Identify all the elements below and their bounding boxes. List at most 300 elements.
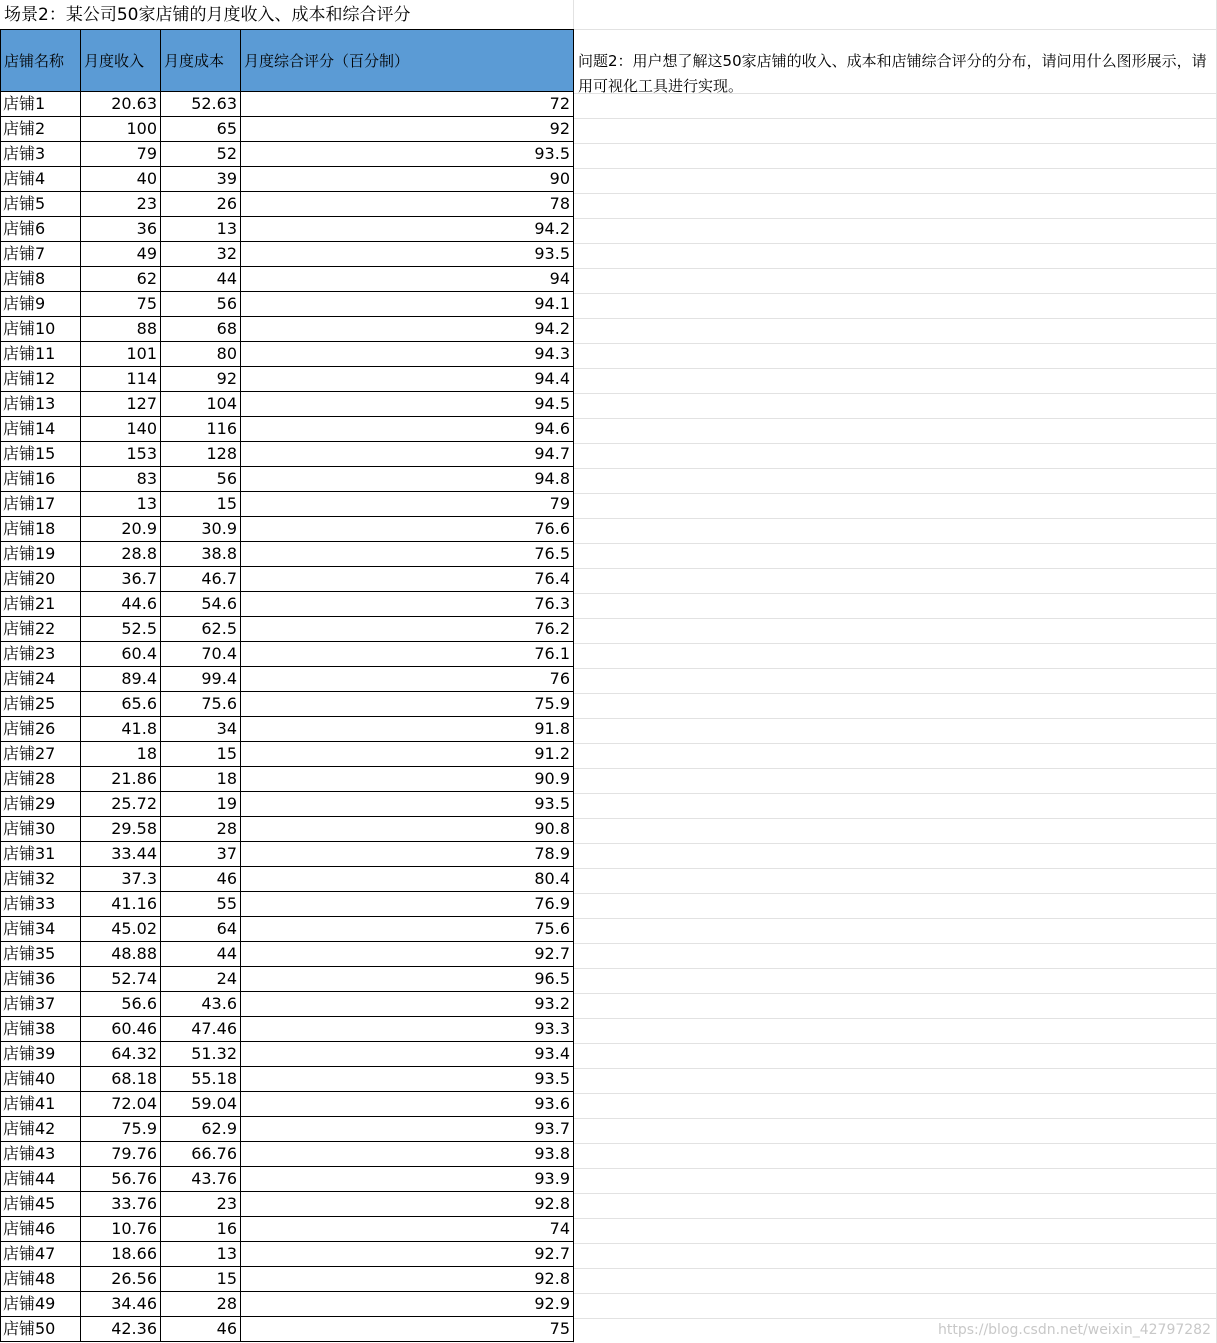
cell-store-name[interactable]: 店铺29	[1, 792, 81, 817]
gridline	[573, 443, 1217, 444]
table-row	[1, 617, 574, 642]
cell-monthly-cost[interactable]: 38.8	[161, 542, 241, 567]
cell-monthly-revenue[interactable]: 101	[81, 342, 161, 367]
cell-store-name[interactable]: 店铺41	[1, 1092, 81, 1117]
cell-monthly-cost[interactable]: 15	[161, 742, 241, 767]
header-monthly-score[interactable]: 月度综合评分（百分制）	[241, 30, 574, 92]
cell-monthly-cost[interactable]: 52.63	[161, 92, 241, 117]
table-row	[1, 117, 574, 142]
table-row	[1, 992, 574, 1017]
cell-monthly-score[interactable]: 93.4	[241, 1042, 574, 1067]
cell-monthly-revenue[interactable]: 56.6	[81, 992, 161, 1017]
cell-monthly-score[interactable]: 78.9	[241, 842, 574, 867]
cell-monthly-score[interactable]: 93.2	[241, 992, 574, 1017]
cell-monthly-cost[interactable]: 128	[161, 442, 241, 467]
cell-monthly-revenue[interactable]: 41.16	[81, 892, 161, 917]
cell-monthly-cost[interactable]: 15	[161, 492, 241, 517]
cell-monthly-revenue[interactable]: 37.3	[81, 867, 161, 892]
gridline	[573, 743, 1217, 744]
cell-store-name[interactable]: 店铺44	[1, 1167, 81, 1192]
cell-monthly-revenue[interactable]: 20.9	[81, 517, 161, 542]
cell-store-name[interactable]: 店铺27	[1, 742, 81, 767]
cell-monthly-score[interactable]: 93.8	[241, 1142, 574, 1167]
cell-monthly-revenue[interactable]: 23	[81, 192, 161, 217]
gridline	[573, 768, 1217, 769]
cell-monthly-revenue[interactable]: 75	[81, 292, 161, 317]
cell-store-name[interactable]: 店铺48	[1, 1267, 81, 1292]
gridline	[573, 468, 1217, 469]
cell-store-name[interactable]: 店铺12	[1, 367, 81, 392]
cell-monthly-cost[interactable]: 43.6	[161, 992, 241, 1017]
cell-store-name[interactable]: 店铺35	[1, 942, 81, 967]
watermark: https://blog.csdn.net/weixin_42797282	[937, 1322, 1211, 1338]
cell-monthly-revenue[interactable]: 20.63	[81, 92, 161, 117]
store-data-table	[0, 29, 574, 1342]
cell-store-name[interactable]: 店铺24	[1, 667, 81, 692]
cell-monthly-score[interactable]: 90.8	[241, 817, 574, 842]
cell-monthly-revenue[interactable]: 83	[81, 467, 161, 492]
gridline	[573, 943, 1217, 944]
cell-store-name[interactable]: 店铺18	[1, 517, 81, 542]
gridline	[573, 343, 1217, 344]
cell-store-name[interactable]: 店铺26	[1, 717, 81, 742]
cell-monthly-revenue[interactable]: 26.56	[81, 1267, 161, 1292]
cell-monthly-revenue[interactable]: 140	[81, 417, 161, 442]
gridline	[573, 1193, 1217, 1194]
cell-monthly-cost[interactable]: 28	[161, 1292, 241, 1317]
cell-monthly-cost[interactable]: 51.32	[161, 1042, 241, 1067]
gridline	[573, 1018, 1217, 1019]
cell-store-name[interactable]: 店铺14	[1, 417, 81, 442]
cell-store-name[interactable]: 店铺15	[1, 442, 81, 467]
cell-monthly-revenue[interactable]: 52.74	[81, 967, 161, 992]
cell-store-name[interactable]: 店铺39	[1, 1042, 81, 1067]
table-row	[1, 492, 574, 517]
cell-monthly-revenue[interactable]: 41.8	[81, 717, 161, 742]
cell-monthly-score[interactable]: 76.5	[241, 542, 574, 567]
cell-store-name[interactable]: 店铺11	[1, 342, 81, 367]
gridline	[573, 1218, 1217, 1219]
cell-monthly-cost[interactable]: 68	[161, 317, 241, 342]
cell-monthly-revenue[interactable]: 60.4	[81, 642, 161, 667]
table-row	[1, 1217, 574, 1242]
cell-monthly-revenue[interactable]: 79.76	[81, 1142, 161, 1167]
header-monthly-cost[interactable]: 月度成本	[161, 30, 241, 92]
cell-monthly-revenue[interactable]: 10.76	[81, 1217, 161, 1242]
cell-monthly-cost[interactable]: 92	[161, 367, 241, 392]
cell-monthly-cost[interactable]: 30.9	[161, 517, 241, 542]
gridline	[573, 243, 1217, 244]
cell-monthly-cost[interactable]: 46	[161, 1317, 241, 1342]
table-row	[1, 167, 574, 192]
cell-store-name[interactable]: 店铺20	[1, 567, 81, 592]
table-row	[1, 1242, 574, 1267]
cell-monthly-cost[interactable]: 13	[161, 217, 241, 242]
cell-monthly-score[interactable]: 93.7	[241, 1117, 574, 1142]
cell-monthly-cost[interactable]: 43.76	[161, 1167, 241, 1192]
cell-monthly-score[interactable]: 94	[241, 267, 574, 292]
table-row	[1, 942, 574, 967]
cell-store-name[interactable]: 店铺3	[1, 142, 81, 167]
cell-monthly-revenue[interactable]: 49	[81, 242, 161, 267]
table-row	[1, 917, 574, 942]
cell-monthly-cost[interactable]: 26	[161, 192, 241, 217]
gridline	[573, 218, 1217, 219]
cell-monthly-score[interactable]: 92.7	[241, 942, 574, 967]
cell-store-name[interactable]: 店铺50	[1, 1317, 81, 1342]
cell-monthly-cost[interactable]: 70.4	[161, 642, 241, 667]
cell-monthly-revenue[interactable]: 48.88	[81, 942, 161, 967]
cell-monthly-cost[interactable]: 66.76	[161, 1142, 241, 1167]
cell-monthly-cost[interactable]: 24	[161, 967, 241, 992]
cell-monthly-score[interactable]: 90.9	[241, 767, 574, 792]
table-row	[1, 1292, 574, 1317]
cell-monthly-revenue[interactable]: 68.18	[81, 1067, 161, 1092]
cell-monthly-revenue[interactable]: 28.8	[81, 542, 161, 567]
gridline	[573, 793, 1217, 794]
table-row	[1, 567, 574, 592]
table-row	[1, 1067, 574, 1092]
cell-monthly-cost[interactable]: 104	[161, 392, 241, 417]
table-row	[1, 142, 574, 167]
header-monthly-revenue[interactable]: 月度收入	[81, 30, 161, 92]
cell-store-name[interactable]: 店铺31	[1, 842, 81, 867]
cell-monthly-score[interactable]: 93.6	[241, 1092, 574, 1117]
cell-store-name[interactable]: 店铺36	[1, 967, 81, 992]
cell-store-name[interactable]: 店铺8	[1, 267, 81, 292]
cell-monthly-cost[interactable]: 37	[161, 842, 241, 867]
gridline	[573, 818, 1217, 819]
cell-monthly-score[interactable]: 93.3	[241, 1017, 574, 1042]
cell-monthly-cost[interactable]: 19	[161, 792, 241, 817]
cell-monthly-score[interactable]: 76.2	[241, 617, 574, 642]
cell-monthly-score[interactable]: 80.4	[241, 867, 574, 892]
table-row	[1, 842, 574, 867]
cell-store-name[interactable]: 店铺28	[1, 767, 81, 792]
cell-monthly-cost[interactable]: 52	[161, 142, 241, 167]
cell-monthly-revenue[interactable]: 45.02	[81, 917, 161, 942]
table-row	[1, 967, 574, 992]
cell-monthly-score[interactable]: 94.4	[241, 367, 574, 392]
table-row	[1, 1142, 574, 1167]
cell-monthly-revenue[interactable]: 44.6	[81, 592, 161, 617]
cell-monthly-cost[interactable]: 62.9	[161, 1117, 241, 1142]
gridline	[573, 618, 1217, 619]
cell-monthly-revenue[interactable]: 100	[81, 117, 161, 142]
table-row	[1, 317, 574, 342]
table-row	[1, 767, 574, 792]
cell-monthly-score[interactable]: 76	[241, 667, 574, 692]
gridline	[573, 318, 1217, 319]
cell-monthly-revenue[interactable]: 25.72	[81, 792, 161, 817]
table-row	[1, 417, 574, 442]
table-row	[1, 692, 574, 717]
cell-monthly-cost[interactable]: 64	[161, 917, 241, 942]
cell-monthly-score[interactable]: 94.2	[241, 217, 574, 242]
cell-store-name[interactable]: 店铺1	[1, 92, 81, 117]
cell-monthly-cost[interactable]: 13	[161, 1242, 241, 1267]
gridline	[573, 118, 1217, 119]
gridline	[573, 993, 1217, 994]
cell-monthly-score[interactable]: 93.5	[241, 142, 574, 167]
table-row	[1, 717, 574, 742]
cell-monthly-cost[interactable]: 23	[161, 1192, 241, 1217]
cell-monthly-score[interactable]: 94.8	[241, 467, 574, 492]
cell-store-name[interactable]: 店铺16	[1, 467, 81, 492]
cell-store-name[interactable]: 店铺5	[1, 192, 81, 217]
cell-monthly-revenue[interactable]: 13	[81, 492, 161, 517]
cell-monthly-score[interactable]: 90	[241, 167, 574, 192]
cell-monthly-revenue[interactable]: 40	[81, 167, 161, 192]
gridline	[573, 968, 1217, 969]
gridline	[573, 1268, 1217, 1269]
cell-store-name[interactable]: 店铺9	[1, 292, 81, 317]
cell-store-name[interactable]: 店铺25	[1, 692, 81, 717]
cell-monthly-revenue[interactable]: 153	[81, 442, 161, 467]
table-row	[1, 267, 574, 292]
cell-monthly-cost[interactable]: 59.04	[161, 1092, 241, 1117]
cell-monthly-cost[interactable]: 46	[161, 867, 241, 892]
cell-monthly-revenue[interactable]: 42.36	[81, 1317, 161, 1342]
cell-monthly-score[interactable]: 92.9	[241, 1292, 574, 1317]
cell-monthly-score[interactable]: 94.5	[241, 392, 574, 417]
cell-monthly-cost[interactable]: 80	[161, 342, 241, 367]
cell-store-name[interactable]: 店铺30	[1, 817, 81, 842]
cell-monthly-score[interactable]: 76.9	[241, 892, 574, 917]
cell-monthly-cost[interactable]: 75.6	[161, 692, 241, 717]
cell-store-name[interactable]: 店铺7	[1, 242, 81, 267]
cell-monthly-revenue[interactable]: 60.46	[81, 1017, 161, 1042]
gridline	[573, 893, 1217, 894]
cell-monthly-score[interactable]: 75	[241, 1317, 574, 1342]
sheet-title: 场景2：某公司50家店铺的月度收入、成本和综合评分	[4, 5, 411, 25]
cell-monthly-score[interactable]: 93.5	[241, 242, 574, 267]
cell-monthly-revenue[interactable]: 18.66	[81, 1242, 161, 1267]
cell-monthly-cost[interactable]: 56	[161, 467, 241, 492]
cell-store-name[interactable]: 店铺10	[1, 317, 81, 342]
table-row	[1, 1017, 574, 1042]
header-store-name[interactable]: 店铺名称	[1, 30, 81, 92]
gridline	[573, 568, 1217, 569]
cell-store-name[interactable]: 店铺34	[1, 917, 81, 942]
cell-store-name[interactable]: 店铺37	[1, 992, 81, 1017]
cell-monthly-cost[interactable]: 34	[161, 717, 241, 742]
gridline	[573, 1293, 1217, 1294]
cell-monthly-revenue[interactable]: 65.6	[81, 692, 161, 717]
cell-monthly-revenue[interactable]: 56.76	[81, 1167, 161, 1192]
table-row	[1, 817, 574, 842]
table-row	[1, 642, 574, 667]
cell-monthly-score[interactable]: 91.2	[241, 742, 574, 767]
cell-monthly-score[interactable]: 94.1	[241, 292, 574, 317]
cell-store-name[interactable]: 店铺40	[1, 1067, 81, 1092]
table-row	[1, 342, 574, 367]
cell-monthly-revenue[interactable]: 36	[81, 217, 161, 242]
cell-monthly-revenue[interactable]: 36.7	[81, 567, 161, 592]
gridline	[573, 843, 1217, 844]
table-row	[1, 667, 574, 692]
cell-store-name[interactable]: 店铺21	[1, 592, 81, 617]
cell-monthly-revenue[interactable]: 75.9	[81, 1117, 161, 1142]
table-row	[1, 217, 574, 242]
gridline	[573, 29, 1217, 30]
cell-monthly-score[interactable]: 79	[241, 492, 574, 517]
gridline	[573, 693, 1217, 694]
cell-monthly-revenue[interactable]: 127	[81, 392, 161, 417]
table-row	[1, 542, 574, 567]
cell-monthly-score[interactable]: 96.5	[241, 967, 574, 992]
gridline	[573, 1118, 1217, 1119]
cell-monthly-score[interactable]: 93.5	[241, 792, 574, 817]
cell-monthly-cost[interactable]: 55.18	[161, 1067, 241, 1092]
cell-monthly-score[interactable]: 92.8	[241, 1192, 574, 1217]
cell-store-name[interactable]: 店铺19	[1, 542, 81, 567]
table-row	[1, 1042, 574, 1067]
cell-store-name[interactable]: 店铺49	[1, 1292, 81, 1317]
table-row	[1, 867, 574, 892]
cell-monthly-revenue[interactable]: 34.46	[81, 1292, 161, 1317]
cell-monthly-score[interactable]: 91.8	[241, 717, 574, 742]
cell-monthly-score[interactable]: 94.7	[241, 442, 574, 467]
gridline	[573, 1243, 1217, 1244]
cell-monthly-revenue[interactable]: 33.76	[81, 1192, 161, 1217]
cell-store-name[interactable]: 店铺6	[1, 217, 81, 242]
cell-monthly-score[interactable]: 94.6	[241, 417, 574, 442]
gridline	[573, 268, 1217, 269]
cell-store-name[interactable]: 店铺2	[1, 117, 81, 142]
gridline	[573, 143, 1217, 144]
cell-store-name[interactable]: 店铺13	[1, 392, 81, 417]
cell-monthly-revenue[interactable]: 18	[81, 742, 161, 767]
table-row	[1, 1192, 574, 1217]
cell-store-name[interactable]: 店铺4	[1, 167, 81, 192]
question-text[interactable]: 问题2：用户想了解这50家店铺的收入、成本和店铺综合评分的分布，请问用什么图形展示，请用可视化工具进行实现。	[578, 52, 1207, 95]
cell-monthly-cost[interactable]: 16	[161, 1217, 241, 1242]
table-row	[1, 192, 574, 217]
cell-monthly-revenue[interactable]: 33.44	[81, 842, 161, 867]
cell-monthly-score[interactable]: 92	[241, 117, 574, 142]
cell-store-name[interactable]: 店铺23	[1, 642, 81, 667]
table-header-row	[1, 30, 574, 92]
table-row	[1, 1167, 574, 1192]
cell-monthly-score[interactable]: 93.5	[241, 1067, 574, 1092]
cell-monthly-revenue[interactable]: 79	[81, 142, 161, 167]
cell-monthly-revenue[interactable]: 29.58	[81, 817, 161, 842]
cell-monthly-cost[interactable]: 28	[161, 817, 241, 842]
cell-monthly-cost[interactable]: 62.5	[161, 617, 241, 642]
cell-monthly-score[interactable]: 72	[241, 92, 574, 117]
cell-monthly-score[interactable]: 76.3	[241, 592, 574, 617]
cell-monthly-score[interactable]: 94.3	[241, 342, 574, 367]
cell-monthly-cost[interactable]: 99.4	[161, 667, 241, 692]
cell-monthly-cost[interactable]: 46.7	[161, 567, 241, 592]
cell-monthly-score[interactable]: 92.8	[241, 1267, 574, 1292]
cell-monthly-cost[interactable]: 47.46	[161, 1017, 241, 1042]
cell-store-name[interactable]: 店铺46	[1, 1217, 81, 1242]
cell-monthly-score[interactable]: 76.6	[241, 517, 574, 542]
cell-monthly-revenue[interactable]: 64.32	[81, 1042, 161, 1067]
cell-store-name[interactable]: 店铺32	[1, 867, 81, 892]
cell-monthly-revenue[interactable]: 88	[81, 317, 161, 342]
cell-store-name[interactable]: 店铺45	[1, 1192, 81, 1217]
table-row	[1, 442, 574, 467]
cell-monthly-cost[interactable]: 116	[161, 417, 241, 442]
table-row	[1, 892, 574, 917]
cell-monthly-revenue[interactable]: 21.86	[81, 767, 161, 792]
cell-monthly-revenue[interactable]: 114	[81, 367, 161, 392]
gridline	[573, 1318, 1217, 1319]
cell-store-name[interactable]: 店铺42	[1, 1117, 81, 1142]
gridline	[573, 918, 1217, 919]
cell-monthly-cost[interactable]: 32	[161, 242, 241, 267]
table-row	[1, 1317, 574, 1342]
gridline	[573, 718, 1217, 719]
cell-store-name[interactable]: 店铺47	[1, 1242, 81, 1267]
cell-monthly-revenue[interactable]: 62	[81, 267, 161, 292]
gridline	[573, 643, 1217, 644]
cell-monthly-cost[interactable]: 56	[161, 292, 241, 317]
gridline	[573, 1068, 1217, 1069]
cell-monthly-cost[interactable]: 55	[161, 892, 241, 917]
table-row	[1, 292, 574, 317]
cell-store-name[interactable]: 店铺38	[1, 1017, 81, 1042]
table-row	[1, 517, 574, 542]
cell-monthly-revenue[interactable]: 72.04	[81, 1092, 161, 1117]
cell-store-name[interactable]: 店铺22	[1, 617, 81, 642]
cell-store-name[interactable]: 店铺33	[1, 892, 81, 917]
table-row	[1, 792, 574, 817]
cell-monthly-cost[interactable]: 44	[161, 942, 241, 967]
table-row	[1, 392, 574, 417]
cell-monthly-score[interactable]: 76.1	[241, 642, 574, 667]
gridline	[573, 368, 1217, 369]
cell-monthly-score[interactable]: 93.9	[241, 1167, 574, 1192]
table-row	[1, 742, 574, 767]
cell-monthly-score[interactable]: 78	[241, 192, 574, 217]
cell-monthly-score[interactable]: 75.9	[241, 692, 574, 717]
cell-monthly-score[interactable]: 92.7	[241, 1242, 574, 1267]
cell-monthly-score[interactable]: 74	[241, 1217, 574, 1242]
cell-monthly-cost[interactable]: 44	[161, 267, 241, 292]
cell-monthly-score[interactable]: 94.2	[241, 317, 574, 342]
gridline	[573, 518, 1217, 519]
cell-monthly-revenue[interactable]: 89.4	[81, 667, 161, 692]
gridline	[573, 193, 1217, 194]
cell-monthly-cost[interactable]: 54.6	[161, 592, 241, 617]
gridline	[573, 1043, 1217, 1044]
cell-monthly-score[interactable]: 75.6	[241, 917, 574, 942]
gridline	[573, 393, 1217, 394]
gridline	[573, 1093, 1217, 1094]
cell-monthly-cost[interactable]: 39	[161, 167, 241, 192]
cell-monthly-score[interactable]: 76.4	[241, 567, 574, 592]
cell-monthly-cost[interactable]: 15	[161, 1267, 241, 1292]
cell-monthly-revenue[interactable]: 52.5	[81, 617, 161, 642]
gridline	[573, 868, 1217, 869]
gridline	[573, 168, 1217, 169]
cell-monthly-cost[interactable]: 65	[161, 117, 241, 142]
cell-store-name[interactable]: 店铺17	[1, 492, 81, 517]
gridline	[573, 493, 1217, 494]
table-body	[1, 92, 574, 1342]
cell-monthly-cost[interactable]: 18	[161, 767, 241, 792]
table-row	[1, 367, 574, 392]
gridline	[573, 418, 1217, 419]
table-row	[1, 242, 574, 267]
cell-store-name[interactable]: 店铺43	[1, 1142, 81, 1167]
gridline	[573, 543, 1217, 544]
table-row	[1, 1092, 574, 1117]
